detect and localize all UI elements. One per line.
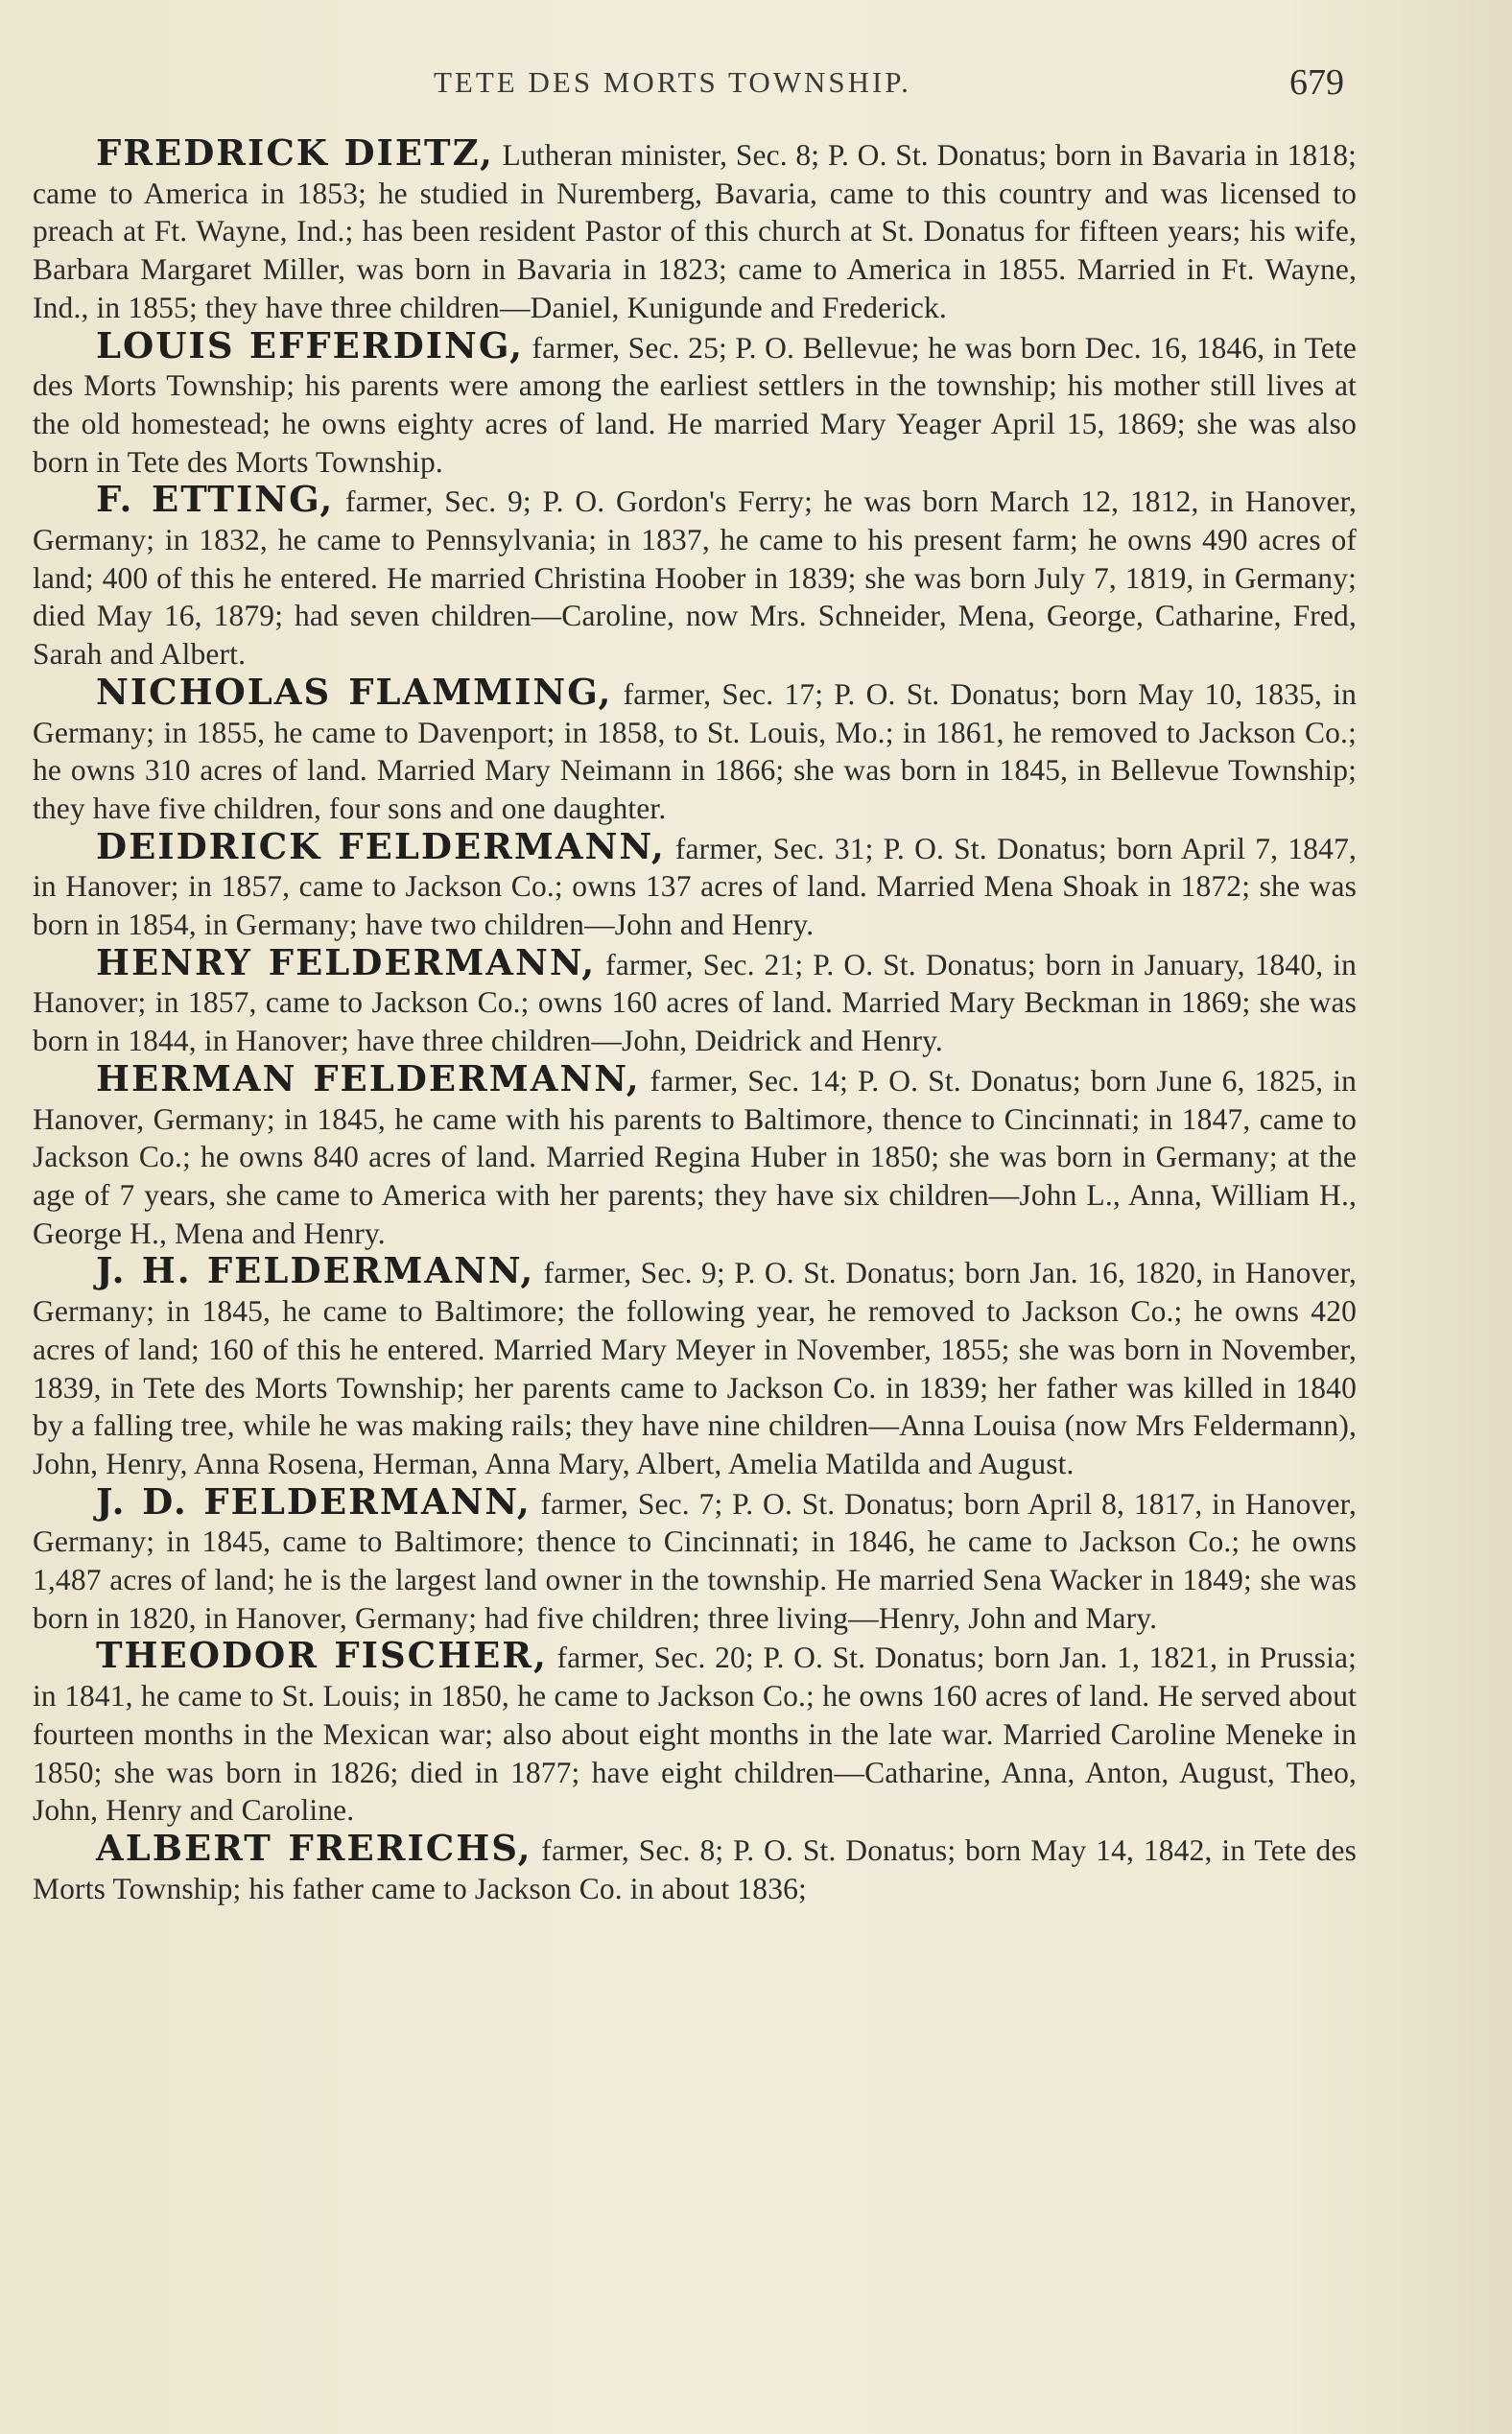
running-title: TETE DES MORTS TOWNSHIP. xyxy=(434,65,911,99)
biography-entry xyxy=(33,824,1357,944)
biography-entry xyxy=(33,131,1358,327)
biography-entry xyxy=(33,323,1357,482)
entry-text: farmer, Sec. 20; P. O. St. Donatus; born Jan. 1, 1821, in Prussia; in 1841, he came to St. Louis; in 1850, he came to Jackson Co.; he owns 160 acres of land. He served about fourteen months in the Mexican war; also about eight months in the late war. Married Caroline Meneke in 1850; she was born in 1826; died in 1877; have eight children—Catharine, Anna, Anton, August, Theo, John, Henry and Caroline. xyxy=(33,1641,1358,1828)
entry-text: farmer, Sec. 8; P. O. St. Donatus; born May 14, 1842, in Tete des Morts Township; his father came to Jackson Co. in about 1836; xyxy=(33,1832,1357,1905)
page-header xyxy=(0,59,1512,107)
entry-text: farmer, Sec. 31; P. O. St. Donatus; born April 7, 1847, in Hanover; in 1857, came to Jackson Co.; owns 137 acres of land. Married Mena Shoak in 1872; she was born in 1854, in Germany; have two children—John and Henry. xyxy=(33,831,1357,942)
biography-entry xyxy=(33,1249,1357,1482)
entry-name: HERMAN FELDERMANN, xyxy=(96,1056,641,1099)
page-number: 679 xyxy=(1289,62,1344,103)
entry-text: farmer, Sec. 9; P. O. Gordon's Ferry; he was born March 12, 1812, in Hanover, Germany; in 1832, he came to Pennsylvania; in 1837, he came to his present farm; he owns 490 acres of land; 400 of this he entered. He married Christina Hoober in 1839; she was born July 7, 1819, in Germany; died May 16, 1879; had seven children—Caroline, now Mrs. Schneider, Mena, George, Catharine, Fred, Sarah and Albert. xyxy=(33,484,1357,672)
biography-entry xyxy=(33,478,1357,673)
entry-text: farmer, Sec. 7; P. O. St. Donatus; born April 8, 1817, in Hanover, Germany; in 1845, came to Baltimore; thence to Cincinnati; in 1846, he came to Jackson Co.; he owns 1,487 acres of land; he is the largest land owner in the township. He married Sena Wacker in 1849; she was born in 1820, in Hanover, Germany; had five children; three living—Henry, John and Mary. xyxy=(33,1486,1357,1635)
entry-text: Lutheran minister, Sec. 8; P. O. St. Donatus; born in Bavaria in 1818; came to America in 1853; he studied in Nuremberg, Bavaria, came to this country and was licensed to preach at Ft. Wayne, Ind.; has been resident Pastor of this church at St. Donatus for fifteen years; his wife, Barbara Margaret Miller, was born in Bavaria in 1823; came to America in 1855. Married in Ft. Wayne, Ind., in 1855; they have three children—Daniel, Kunigunde and Frederick. xyxy=(33,138,1358,324)
entry-name: HENRY FELDERMANN, xyxy=(96,940,597,983)
biography-entry xyxy=(33,1479,1357,1638)
biography-entry xyxy=(33,670,1357,828)
entry-text: farmer, Sec. 25; P. O. Bellevue; he was born Dec. 16, 1846, in Tete des Morts Township; his parents were among the earliest settlers in the township; his mother still lives at the old homestead; he owns eighty acres of land. He married Mary Yeager April 15, 1869; she was also born in Tete des Morts Township. xyxy=(33,330,1357,479)
entry-text: farmer, Sec. 17; P. O. St. Donatus; born May 10, 1835, in Germany; in 1855, he came to Davenport; in 1858, to St. Louis, Mo.; in 1861, he removed to Jackson Co.; he owns 310 acres of land. Married Mary Neimann in 1866; she was born in 1845, in Bellevue Township; they have five children, four sons and one daughter. xyxy=(33,676,1357,825)
entry-name: LOUIS EFFERDING, xyxy=(96,323,524,366)
entry-name: FREDRICK DIETZ, xyxy=(96,131,494,174)
entry-text: farmer, Sec. 21; P. O. St. Donatus; born in January, 1840, in Hanover; in 1857, came to Jackson Co.; owns 160 acres of land. Married Mary Beckman in 1869; she was born in 1844, in Hanover; have three children—John, Deidrick and Henry. xyxy=(33,947,1357,1058)
entry-name: ALBERT FRERICHS, xyxy=(96,1826,532,1869)
entry-name: THEODOR FISCHER, xyxy=(96,1634,548,1677)
biography-entry xyxy=(33,1826,1357,1907)
entry-text: farmer, Sec. 9; P. O. St. Donatus; born Jan. 16, 1820, in Hanover, Germany; in 1845, he came to Baltimore; the following year, he removed to Jackson Co.; he owns 420 acres of land; 160 of this he entered. Married Mary Meyer in November, 1855; she was born in November, 1839, in Tete des Morts Township; her parents came to Jackson Co. in 1839; her father was killed in 1840 by a falling tree, while he was making rails; they have nine children—Anna Louisa (now Mrs Feldermann), John, Henry, Anna Rosena, Herman, Anna Mary, Albert, Amelia Matilda and August. xyxy=(33,1256,1357,1480)
entry-name: J. H. FELDERMANN, xyxy=(96,1249,535,1292)
entry-name: F. ETTING, xyxy=(96,478,335,521)
biography-entry xyxy=(33,1634,1358,1830)
entry-name: NICHOLAS FLAMMING, xyxy=(96,670,613,713)
biography-column xyxy=(33,131,1358,1907)
biography-entry xyxy=(33,1056,1358,1253)
entry-text: farmer, Sec. 14; P. O. St. Donatus; born June 6, 1825, in Hanover, Germany; in 1845, he came with his parents to Baltimore, thence to Cincinnati; in 1847, came to Jackson Co.; he owns 840 acres of land. Married Regina Huber in 1850; she was born in Germany; at the age of 7 years, she came to America with her parents; they have six children—John L., Anna, William H., George H., Mena and Henry. xyxy=(33,1063,1358,1250)
biography-entry xyxy=(33,940,1357,1060)
entry-name: J. D. FELDERMANN, xyxy=(96,1479,532,1523)
entry-name: DEIDRICK FELDERMANN, xyxy=(96,824,666,867)
